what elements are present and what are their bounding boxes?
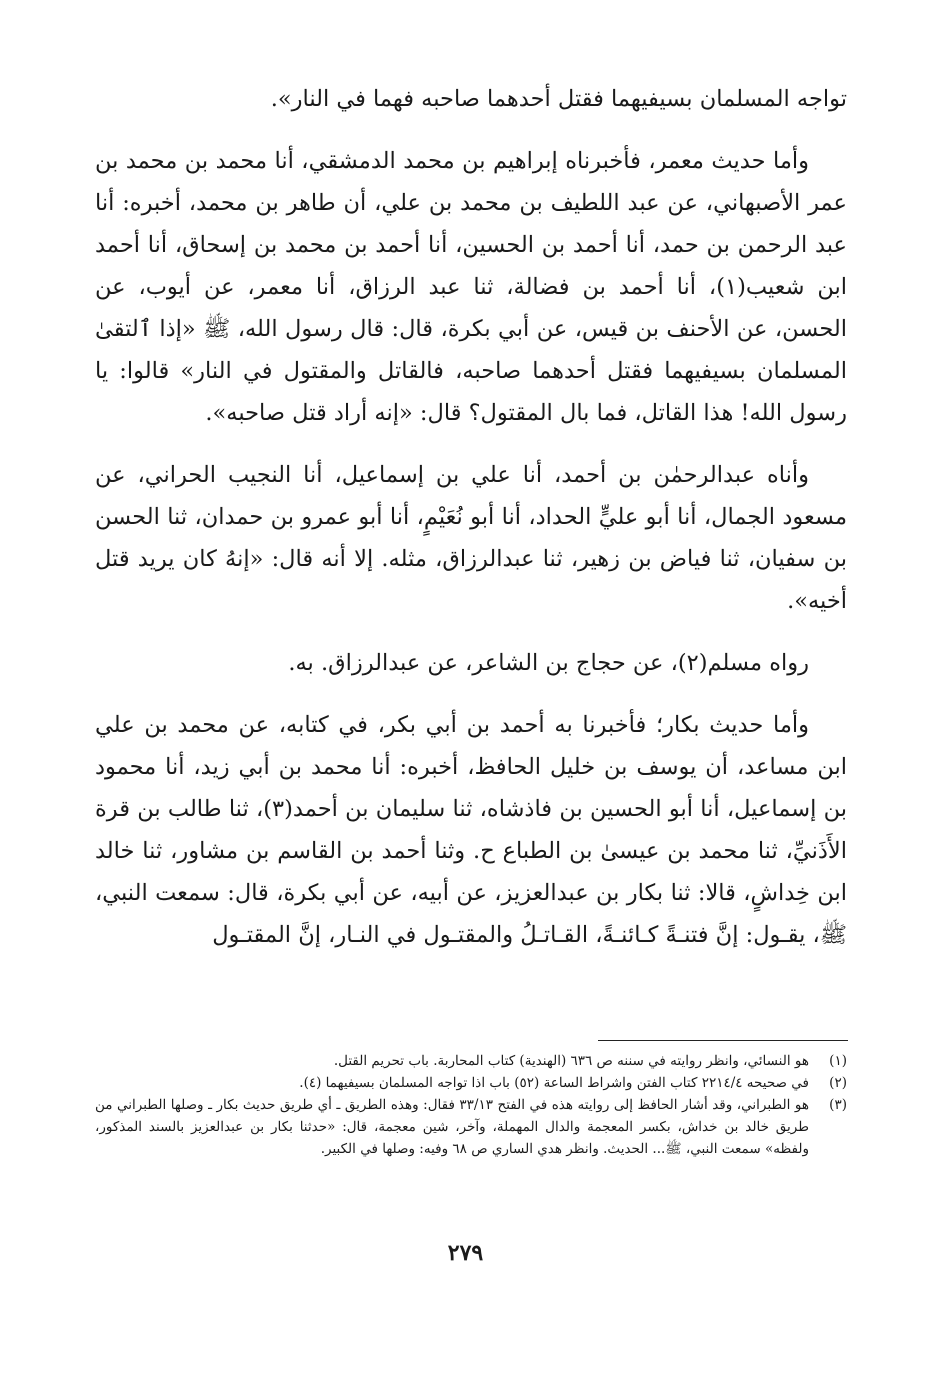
paragraph-bakkar-hadith: وأما حديث بكار؛ فأخبرنا به أحمد بن أبي بكر، في كتابه، عن محمد بن علي ابن مساعد، أن يوسف بن خليل الحافظ، أخبره: أنا محمد بن أبي زيد، أنا محمود بن إسماعيل، أنا أبو الحسين بن فاذشاه، ثنا سليمان بن أحمد(٣)، ثنا طالب بن قرة الأَذَنيِّ، ثنا محمد بن عيسىٰ بن الطباع ح. وثنا أحمد بن القاسم بن مشاور، ثنا خالد ابن خِداشٍ، قالا: ثنا بكار بن عبدالعزيز، عن أبيه، عن أبي بكرة، قال: سمعت النبي، ﷺ، يقـول: إنَّ فتنـةً كـائنـةً، القـاتـلُ والمقتـول في النـار، إنَّ المقتـول bbox=[95, 712, 847, 948]
footnote-2 bbox=[95, 1072, 847, 1094]
footnote-number: (٣) bbox=[829, 1097, 847, 1113]
footnote-divider bbox=[598, 1040, 848, 1041]
footnote-1 bbox=[95, 1050, 847, 1072]
paragraph-second-chain: وأناه عبدالرحمٰن بن أحمد، أنا علي بن إسماعيل، أنا النجيب الحراني، عن مسعود الجمال، أنا أبو عليٍّ الحداد، أنا أبو نُعَيْمٍ، أنا أبو عمرو بن حمدان، ثنا الحسن بن سفيان، ثنا فياض بن زهير، ثنا عبدالرزاق، مثله. إلا أنه قال: «إنهُ كان يريد قتل أخيه». bbox=[95, 462, 847, 614]
footnote-text: هو الطبراني، وقد أشار الحافظ إلى روايته هذه في الفتح ٣٣/١٣ فقال: وهذه الطريق ـ أي طريق حديث بكار ـ وصلها الطبراني من طريق خالد بن خداش، بكسر المعجمة والدال المهملة، وآخر، شين معجمة، قال: «حدثنا بكار بن عبدالعزيز بالسند المذكور، ولفظه» سمعت النبي، ﷺ... الحديث. وانظر هدي الساري ص ٦٨ وفيه: وصلها في الكبير. bbox=[95, 1097, 809, 1157]
paragraph-muslim-reference: رواه مسلم(٢)، عن حجاج بن الشاعر، عن عبدالرزاق. به. bbox=[288, 650, 809, 676]
footnotes bbox=[95, 1050, 847, 1160]
footnote-text: هو النسائي، وانظر روايته في سننه ص ٦٣٦ (الهندية) كتاب المحاربة. باب تحريم القتل. bbox=[333, 1053, 809, 1069]
page-number: ٢٧٩ bbox=[447, 1240, 484, 1266]
paragraph-muammar-hadith: وأما حديث معمر، فأخبرناه إبراهيم بن محمد الدمشقي، أنا محمد بن محمد بن عمر الأصبهاني، عن عبد اللطيف بن محمد بن علي، أن طاهر بن محمد، أخبره: أنا عبد الرحمن بن حمد، أنا أحمد بن الحسين، أنا أحمد بن محمد بن إسحاق، أنا أحمد ابن شعيب(١)، أنا أحمد بن فضالة، ثنا عبد الرزاق، أنا معمر، عن أيوب، عن الحسن، عن الأحنف بن قيس، عن أبي بكرة، قال: قال رسول الله، ﷺ «إذا ٱلتقىٰ المسلمان بسيفيهما فقتل أحدهما صاحبه، فالقاتل والمقتول في النار» قالوا: يا رسول الله! هذا القاتل، فما بال المقتول؟ قال: «إنه أراد قتل صاحبه». bbox=[95, 148, 848, 426]
footnote-text: في صحيحه ٢٢١٤/٤ كتاب الفتن واشراط الساعة (٥٢) باب اذا تواجه المسلمان بسيفيهما (٤). bbox=[299, 1075, 809, 1091]
footnote-number: (١) bbox=[829, 1053, 847, 1069]
main-text bbox=[95, 78, 847, 976]
footnote-3 bbox=[95, 1094, 847, 1160]
paragraph-continuation: تواجه المسلمان بسيفيهما فقتل أحدهما صاحبه فهما في النار». bbox=[270, 86, 847, 112]
footnote-number: (٢) bbox=[829, 1075, 847, 1091]
